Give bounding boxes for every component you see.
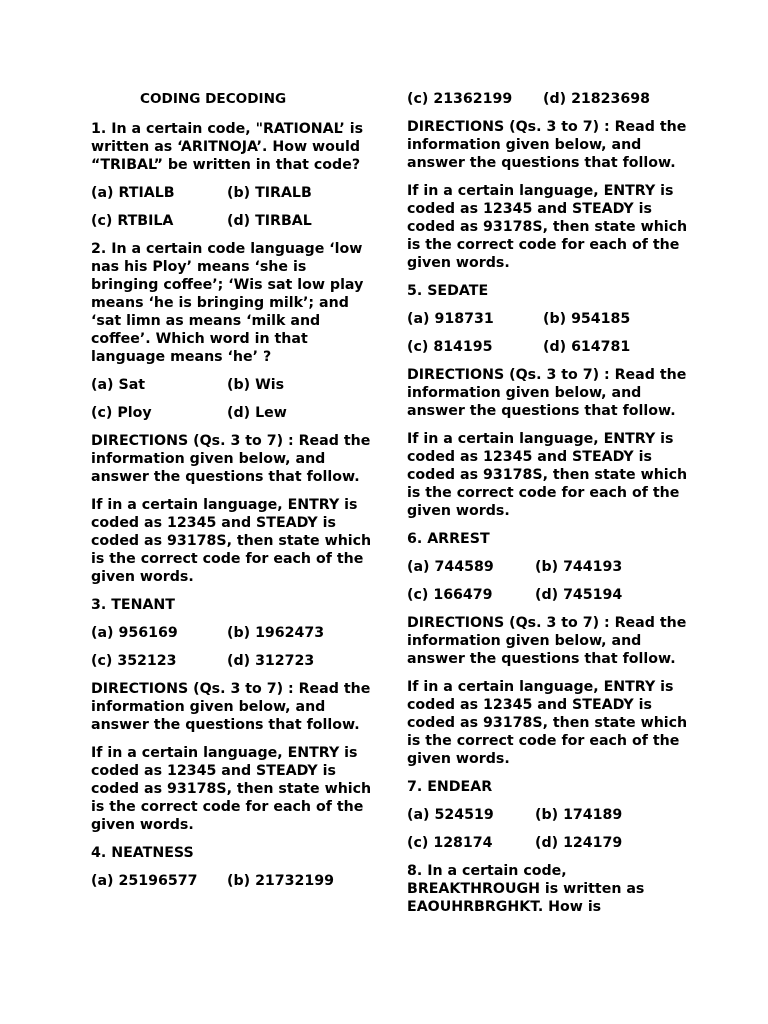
question-2-options-row-2 xyxy=(91,404,376,422)
question-4-options-row-2 xyxy=(407,90,697,108)
question-6-options-row-1 xyxy=(407,558,697,576)
q3-option-a: (a) 956169 xyxy=(91,625,178,641)
q4-option-b: (b) 21732199 xyxy=(227,873,335,889)
info-text: If in a certain language, ENTRY is coded as 12345 and STEADY is coded as 93178S, then state which is the correct code for each of the given words. xyxy=(407,431,688,519)
directions-text: DIRECTIONS (Qs. 3 to 7) : Read the information given below, and answer the questions that follow. xyxy=(91,433,371,485)
directions-text: DIRECTIONS (Qs. 3 to 7) : Read the information given below, and answer the questions that follow. xyxy=(407,119,687,171)
q2-option-a: (a) Sat xyxy=(91,377,146,393)
left-column xyxy=(91,90,376,900)
directions-text: DIRECTIONS (Qs. 3 to 7) : Read the information given below, and answer the questions that follow. xyxy=(407,367,687,419)
q7-option-d: (d) 124179 xyxy=(535,835,623,851)
q5-option-a: (a) 918731 xyxy=(407,311,494,327)
q6-option-c: (c) 166479 xyxy=(407,587,493,603)
q4-option-c: (c) 21362199 xyxy=(407,91,513,107)
directions-text: DIRECTIONS (Qs. 3 to 7) : Read the information given below, and answer the questions that follow. xyxy=(91,681,371,733)
info-text: If in a certain language, ENTRY is coded as 12345 and STEADY is coded as 93178S, then state which is the correct code for each of the given words. xyxy=(91,497,372,585)
question-5-options-row-2 xyxy=(407,338,697,356)
q4-option-a: (a) 25196577 xyxy=(91,873,198,889)
q4-option-d: (d) 21823698 xyxy=(543,91,651,107)
question-3-text: 3. TENANT xyxy=(91,597,175,613)
q2-option-b: (b) Wis xyxy=(227,377,285,393)
q1-option-d: (d) TIRBAL xyxy=(227,213,312,229)
question-3-options-row-1 xyxy=(91,624,376,642)
q7-option-a: (a) 524519 xyxy=(407,807,494,823)
q5-option-b: (b) 954185 xyxy=(543,311,631,327)
info-text: If in a certain language, ENTRY is coded as 12345 and STEADY is coded as 93178S, then state which is the correct code for each of the given words. xyxy=(407,679,688,767)
question-4-text: 4. NEATNESS xyxy=(91,845,194,861)
question-2-options-row-1 xyxy=(91,376,376,394)
question-5-options-row-1 xyxy=(407,310,697,328)
q5-option-d: (d) 614781 xyxy=(543,339,631,355)
question-6-options-row-2 xyxy=(407,586,697,604)
question-7-text: 7. ENDEAR xyxy=(407,779,493,795)
q7-option-b: (b) 174189 xyxy=(535,807,623,823)
directions-text: DIRECTIONS (Qs. 3 to 7) : Read the information given below, and answer the questions that follow. xyxy=(407,615,687,667)
q6-option-b: (b) 744193 xyxy=(535,559,623,575)
right-column xyxy=(407,90,697,926)
q1-option-a: (a) RTIALB xyxy=(91,185,175,201)
info-text: If in a certain language, ENTRY is coded as 12345 and STEADY is coded as 93178S, then state which is the correct code for each of the given words. xyxy=(407,183,688,271)
page-title: CODING DECODING xyxy=(140,91,287,107)
info-text: If in a certain language, ENTRY is coded as 12345 and STEADY is coded as 93178S, then state which is the correct code for each of the given words. xyxy=(91,745,372,833)
question-8-text: 8. In a certain code, BREAKTHROUGH is written as EAOUHRBRGHKT. How is xyxy=(407,863,645,915)
q6-option-a: (a) 744589 xyxy=(407,559,494,575)
question-5-text: 5. SEDATE xyxy=(407,283,489,299)
q3-option-c: (c) 352123 xyxy=(91,653,177,669)
question-7-options-row-2 xyxy=(407,834,697,852)
q1-option-c: (c) RTBILA xyxy=(91,213,174,229)
question-1-options-row-1 xyxy=(91,184,376,202)
q7-option-c: (c) 128174 xyxy=(407,835,493,851)
q1-option-b: (b) TIRALB xyxy=(227,185,312,201)
q6-option-d: (d) 745194 xyxy=(535,587,623,603)
question-3-options-row-2 xyxy=(91,652,376,670)
q2-option-d: (d) Lew xyxy=(227,405,287,421)
question-6-text: 6. ARREST xyxy=(407,531,490,547)
q2-option-c: (c) Ploy xyxy=(91,405,152,421)
question-4-options-row-1 xyxy=(91,872,376,890)
question-2-text: 2. In a certain code language ‘low nas his Ploy’ means ‘she is bringing coffee’; ‘Wis sat low play means ‘he is bringing milk’; and ‘sat limn as means ‘milk and coffee’. Which word in that language means ‘he’ ? xyxy=(91,241,364,365)
question-7-options-row-1 xyxy=(407,806,697,824)
q3-option-d: (d) 312723 xyxy=(227,653,315,669)
question-1-text: 1. In a certain code, "RATIONAL’ is written as ‘ARITNOJA’. How would “TRIBAL” be written in that code? xyxy=(91,121,364,173)
q3-option-b: (b) 1962473 xyxy=(227,625,325,641)
q5-option-c: (c) 814195 xyxy=(407,339,493,355)
question-1-options-row-2 xyxy=(91,212,376,230)
